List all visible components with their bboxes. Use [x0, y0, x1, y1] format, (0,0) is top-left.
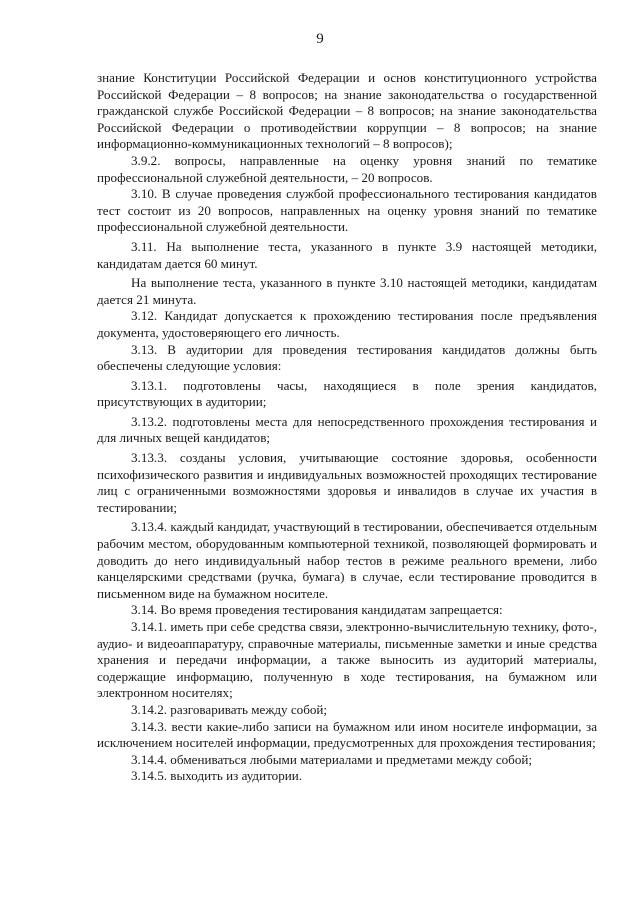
paragraph-3-14: 3.14. Во время проведения тестирования кандидатам запрещается: [131, 602, 503, 618]
paragraph-3-13-1: 3.13.1. подготовлены часы, находящиеся в поле зрения кандидатов, присутствующих в аудитории; [97, 377, 597, 410]
paragraph-3-9-2: 3.9.2. вопросы, направленные на оценку уровня знаний по тематике профессиональной служебной деятельности, – 20 вопросов. [97, 152, 597, 185]
paragraph-3-14-3: 3.14.3. вести какие-либо записи на бумажном или ином носителе информации, за исключением носителей информации, предусмотренных для прохождения тестирования; [97, 718, 597, 751]
paragraph-continuation: знание Конституции Российской Федерации и основ конституционного устройства Российской Федерации – 8 вопросов; на знание законодательства о государственной гражданской службе Российской Федерации – 8 вопросов; на знание законодательства Российской Федерации о противодействии коррупции – 8 вопросов; на знание информационно-коммуникационных технологий – 8 вопросов); [97, 70, 597, 152]
paragraph-3-10: 3.10. В случае проведения службой профессионального тестирования кандидатов тест состоит из 20 вопросов, направленных на оценку уровня знаний по тематике профессиональной служебной деятельности. [97, 186, 597, 235]
page-number: 9 [316, 31, 324, 47]
paragraph-3-13-2: 3.13.2. подготовлены места для непосредственного прохождения тестирования и для личных вещей кандидатов; [97, 413, 597, 446]
paragraph-3-14-2: 3.14.2. разговаривать между собой; [131, 701, 328, 717]
paragraph-3-14-4: 3.14.4. обмениваться любыми материалами и предметами между собой; [131, 751, 533, 767]
paragraph-3-11: 3.11. На выполнение теста, указанного в пункте 3.9 настоящей методики, кандидатам дается 60 минут. [97, 238, 597, 271]
paragraph-3-13-3: 3.13.3. созданы условия, учитывающие состояние здоровья, особенности психофизического развития и индивидуальных возможностей проходящих тестирование лиц с ограниченными возможностями здоровья и инвалидов в случае их участия в тестировании; [97, 450, 597, 515]
paragraph-3-12: 3.12. Кандидат допускается к прохождению тестирования после предъявления документа, удостоверяющего его личность. [97, 308, 597, 340]
paragraph-3-13-4: 3.13.4. каждый кандидат, участвующий в тестировании, обеспечивается отдельным рабочим местом, оборудованным компьютерной техникой, позволяющей формировать и доводить до него индивидуальный набор тестов в режиме реального времени, либо канцелярскими средствами (ручка, бумага) в случае, если тестирование проводится в письменном виде на бумажном носителе. [97, 519, 597, 601]
paragraph-3-14-1: 3.14.1. иметь при себе средства связи, электронно-вычислительную технику, фото-, аудио- и видеоаппаратуру, справочные материалы, письменные заметки и иные средства хранения и передачи информации, а также выносить из аудиторий материалы, содержащие информацию, полученную в ходе тестирования, на бумажном или электронном носителях; [97, 619, 597, 701]
document-body [97, 70, 597, 785]
paragraph-3-14-5: 3.14.5. выходить из аудитории. [131, 768, 303, 784]
paragraph-3-13: 3.13. В аудитории для проведения тестирования кандидатов должны быть обеспечены следующие условия: [97, 341, 597, 374]
paragraph-3-11-second: На выполнение теста, указанного в пункте 3.10 настоящей методики, кандидатам дается 21 минута. [97, 275, 597, 307]
